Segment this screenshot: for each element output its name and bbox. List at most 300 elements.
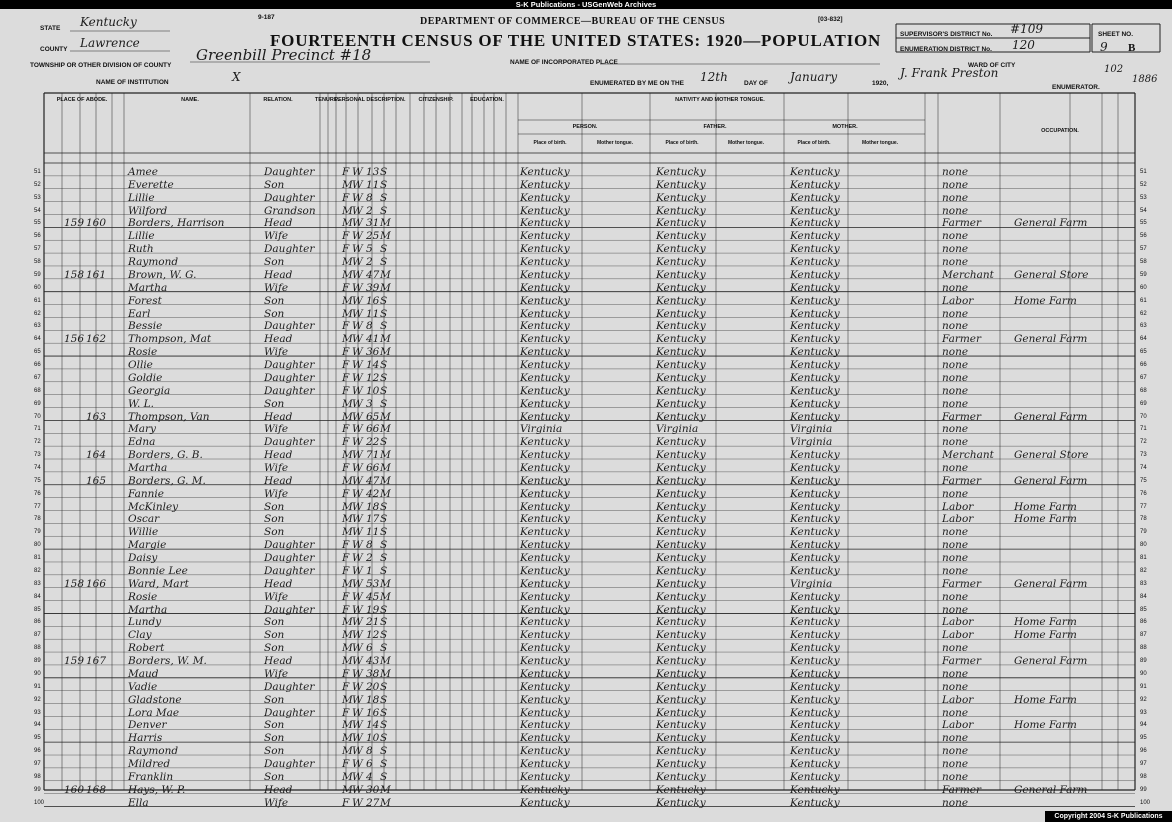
cell-father-birth: Kentucky <box>656 166 706 178</box>
cell-mother-birth: Kentucky <box>790 539 840 552</box>
cell-industry: Home Farm <box>1014 500 1077 513</box>
nativity-father: FATHER. <box>703 124 727 130</box>
line-number: 58 <box>34 259 41 266</box>
line-number-right: 71 <box>1140 426 1147 433</box>
cell-father-birth: Kentucky <box>656 346 706 359</box>
cell-name: Ella <box>128 796 149 809</box>
cell-age: 27 <box>366 796 380 809</box>
cell-race: W <box>352 268 363 281</box>
line-number: 76 <box>34 490 41 497</box>
cell-marital: M <box>380 230 391 243</box>
cell-name: Franklin <box>128 770 174 783</box>
enumerator-label: ENUMERATOR. <box>1052 84 1100 91</box>
form-number: 9-187 <box>258 14 275 21</box>
cell-mother-birth: Kentucky <box>790 204 840 217</box>
cell-sex: F <box>342 423 350 436</box>
cell-age: 30 <box>366 783 380 796</box>
cell-mother-birth: Kentucky <box>790 320 840 333</box>
cell-marital: S <box>380 500 388 513</box>
cell-age: 2 <box>366 256 373 269</box>
line-number-right: 91 <box>1140 683 1147 690</box>
cell-sex: F <box>342 564 350 577</box>
line-number-right: 86 <box>1140 619 1147 626</box>
cell-father-birth: Kentucky <box>656 655 706 668</box>
cell-birth: Virginia <box>520 423 563 436</box>
cell-race: W <box>352 642 363 655</box>
line-number: 80 <box>34 542 41 549</box>
cell-occupation: none <box>942 732 969 745</box>
cell-birth: Kentucky <box>520 745 570 758</box>
cell-occupation: none <box>942 320 969 333</box>
cell-mother-birth: Kentucky <box>790 513 840 526</box>
cell-relation: Head <box>264 410 293 423</box>
cell-sex: M <box>342 307 353 320</box>
cell-relation: Head <box>264 783 293 796</box>
cell-occupation: none <box>942 770 969 783</box>
cell-relation: Daughter <box>264 371 315 384</box>
cell-family: 161 <box>86 268 107 281</box>
line-number: 51 <box>34 169 41 175</box>
cell-birth: Kentucky <box>520 230 570 243</box>
cell-marital: M <box>380 346 391 359</box>
cell-occupation: none <box>942 745 969 758</box>
cell-name: Clay <box>128 629 152 642</box>
cell-relation: Head <box>264 217 293 230</box>
cell-family: 164 <box>86 449 107 462</box>
cell-relation: Son <box>264 745 285 758</box>
cell-marital: S <box>380 603 388 616</box>
cell-race: W <box>352 564 363 577</box>
cell-birth: Kentucky <box>520 384 570 397</box>
cell-age: 4 <box>366 770 373 783</box>
cell-mother-birth: Kentucky <box>790 693 840 706</box>
cell-name: Ruth <box>128 243 154 256</box>
cell-birth: Kentucky <box>520 281 570 294</box>
cell-birth: Kentucky <box>520 680 570 693</box>
cell-family: 167 <box>86 655 107 668</box>
line-number: 91 <box>34 683 41 690</box>
cell-mother-birth: Virginia <box>790 423 833 436</box>
institution-value: X <box>232 70 241 84</box>
enum-district-label: ENUMERATION DISTRICT No. <box>900 46 992 53</box>
cell-race: W <box>352 307 363 320</box>
cell-age: 36 <box>366 346 380 359</box>
cell-family: 165 <box>86 474 107 487</box>
cell-sex: M <box>342 577 353 590</box>
cell-father-birth: Kentucky <box>656 629 706 642</box>
cell-occupation: none <box>942 706 969 719</box>
line-number-right: 52 <box>1140 181 1147 188</box>
cell-father-birth: Kentucky <box>656 307 706 320</box>
cell-sex: M <box>342 629 353 642</box>
line-number-right: 61 <box>1140 297 1147 304</box>
group-citizenship: CITIZENSHIP. <box>418 97 454 103</box>
cell-father-birth: Kentucky <box>656 796 706 809</box>
group-personal: PERSONAL DESCRIPTION. <box>334 97 406 103</box>
cell-mother-birth: Kentucky <box>790 166 840 178</box>
cell-marital: M <box>380 590 391 603</box>
line-number: 69 <box>34 400 41 407</box>
line-number-right: 55 <box>1140 220 1147 227</box>
cell-father-birth: Kentucky <box>656 770 706 783</box>
cell-birth: Kentucky <box>520 719 570 732</box>
cell-father-birth: Kentucky <box>656 449 706 462</box>
line-number-right: 51 <box>1140 169 1147 175</box>
line-number: 90 <box>34 670 41 677</box>
line-number: 66 <box>34 362 41 369</box>
cell-occupation: none <box>942 680 969 693</box>
cell-birth: Kentucky <box>520 294 570 307</box>
cell-relation: Daughter <box>264 564 315 577</box>
cell-occupation: Farmer <box>942 577 982 590</box>
cell-father-birth: Kentucky <box>656 333 706 346</box>
cell-occupation: none <box>942 346 969 359</box>
person-tongue-col: Mother tongue. <box>596 140 634 146</box>
cell-sex: M <box>342 397 353 410</box>
cell-sex: F <box>342 166 350 178</box>
cell-occupation: none <box>942 307 969 320</box>
cell-occupation: none <box>942 423 969 436</box>
line-number: 56 <box>34 233 41 240</box>
cell-relation: Son <box>264 629 285 642</box>
cell-name: Robert <box>128 642 165 655</box>
cell-sex: F <box>342 706 350 719</box>
cell-name: Goldie <box>128 371 163 384</box>
sheet-value: 9 <box>1100 40 1108 54</box>
cell-father-birth: Kentucky <box>656 667 706 680</box>
department-title: DEPARTMENT OF COMMERCE—BUREAU OF THE CENSUS <box>420 16 726 27</box>
line-number-right: 84 <box>1140 593 1147 600</box>
cell-race: W <box>352 745 363 758</box>
cell-father-birth: Kentucky <box>656 758 706 771</box>
line-number: 83 <box>34 580 41 587</box>
cell-relation: Daughter <box>264 166 315 178</box>
cell-marital: M <box>380 281 391 294</box>
line-number: 57 <box>34 246 41 253</box>
cell-mother-birth: Kentucky <box>790 526 840 539</box>
line-number-right: 75 <box>1140 477 1147 484</box>
cell-race: W <box>352 281 363 294</box>
cell-marital: S <box>380 758 388 771</box>
cell-race: W <box>352 616 363 629</box>
cell-mother-birth: Kentucky <box>790 307 840 320</box>
cell-father-birth: Kentucky <box>656 436 706 449</box>
township-label: TOWNSHIP OR OTHER DIVISION OF COUNTY <box>30 62 172 69</box>
cell-marital: S <box>380 564 388 577</box>
cell-father-birth: Kentucky <box>656 732 706 745</box>
cell-race: W <box>352 359 363 372</box>
line-number-right: 53 <box>1140 194 1147 201</box>
group-name: NAME. <box>181 97 199 103</box>
cell-father-birth: Kentucky <box>656 204 706 217</box>
line-number-right: 92 <box>1140 696 1147 703</box>
cell-age: 53 <box>366 577 380 590</box>
cell-age: 66 <box>366 423 380 436</box>
cell-father-birth: Kentucky <box>656 706 706 719</box>
cell-mother-birth: Kentucky <box>790 371 840 384</box>
cell-mother-birth: Kentucky <box>790 642 840 655</box>
cell-marital: M <box>380 449 391 462</box>
cell-industry: General Farm <box>1014 217 1088 230</box>
sheet-label: SHEET NO. <box>1098 31 1134 38</box>
cell-marital: S <box>380 770 388 783</box>
cell-dwelling: 159 <box>64 217 85 230</box>
cell-occupation: none <box>942 204 969 217</box>
cell-race: W <box>352 436 363 449</box>
cell-name: Margie <box>128 539 167 552</box>
line-number: 59 <box>34 271 41 278</box>
cell-age: 8 <box>366 320 373 333</box>
cell-sex: F <box>342 371 350 384</box>
line-number-right: 90 <box>1140 670 1147 677</box>
cell-occupation: none <box>942 526 969 539</box>
cell-relation: Son <box>264 719 285 732</box>
cell-sex: F <box>342 191 350 204</box>
cell-sex: M <box>342 616 353 629</box>
cell-occupation: none <box>942 178 969 191</box>
cell-occupation: none <box>942 796 969 809</box>
father-birth-col: Place of birth. <box>665 140 699 146</box>
cell-name: Mildred <box>128 758 171 771</box>
cell-sex: M <box>342 745 353 758</box>
cell-mother-birth: Kentucky <box>790 410 840 423</box>
cell-father-birth: Kentucky <box>656 178 706 191</box>
cell-race: W <box>352 294 363 307</box>
cell-father-birth: Kentucky <box>656 719 706 732</box>
cell-sex: F <box>342 359 350 372</box>
line-number-right: 100 <box>1140 799 1151 806</box>
cell-marital: S <box>380 616 388 629</box>
cell-race: W <box>352 693 363 706</box>
cell-occupation: none <box>942 487 969 500</box>
cell-sex: M <box>342 770 353 783</box>
cell-industry: Home Farm <box>1014 629 1077 642</box>
cell-birth: Kentucky <box>520 410 570 423</box>
cell-mother-birth: Kentucky <box>790 178 840 191</box>
cell-age: 3 <box>366 397 373 410</box>
cell-mother-birth: Kentucky <box>790 590 840 603</box>
cell-marital: S <box>380 552 388 565</box>
cell-industry: General Farm <box>1014 577 1088 590</box>
cell-birth: Kentucky <box>520 462 570 474</box>
cell-sex: F <box>342 590 350 603</box>
cell-mother-birth: Kentucky <box>790 243 840 256</box>
cell-birth: Kentucky <box>520 783 570 796</box>
cell-relation: Wife <box>264 230 289 243</box>
cell-father-birth: Kentucky <box>656 552 706 565</box>
cell-sex: M <box>342 204 353 217</box>
cell-occupation: Farmer <box>942 655 982 668</box>
cell-age: 11 <box>366 526 380 539</box>
cell-family: 162 <box>86 333 107 346</box>
line-number: 72 <box>34 439 41 446</box>
cell-father-birth: Virginia <box>656 423 699 436</box>
cell-age: 2 <box>366 552 373 565</box>
cell-name: Amee <box>128 166 158 178</box>
cell-age: 25 <box>366 230 380 243</box>
cell-mother-birth: Kentucky <box>790 217 840 230</box>
cell-industry: General Store <box>1014 268 1089 281</box>
cell-age: 39 <box>366 281 380 294</box>
cell-name: Raymond <box>128 256 179 269</box>
institution-label: NAME OF INSTITUTION <box>96 79 169 86</box>
group-relation: RELATION. <box>263 97 293 103</box>
group-place-of-abode: PLACE OF ABODE. <box>56 97 108 103</box>
line-number: 94 <box>34 722 41 729</box>
cell-sex: M <box>342 783 353 796</box>
cell-marital: S <box>380 320 388 333</box>
cell-sex: M <box>342 178 353 191</box>
cell-industry: General Farm <box>1014 333 1088 346</box>
cell-occupation: none <box>942 243 969 256</box>
enumerated-label: ENUMERATED BY ME ON THE <box>590 80 685 87</box>
line-number-right: 69 <box>1140 400 1147 407</box>
cell-relation: Son <box>264 178 285 191</box>
cell-marital: M <box>380 655 391 668</box>
cell-relation: Wife <box>264 796 289 809</box>
cell-birth: Kentucky <box>520 487 570 500</box>
cell-relation: Grandson <box>264 204 316 217</box>
cell-marital: S <box>380 642 388 655</box>
cell-birth: Kentucky <box>520 217 570 230</box>
cell-age: 10 <box>366 384 380 397</box>
enumerator-value: J. Frank Preston <box>900 66 999 80</box>
line-number: 61 <box>34 297 41 304</box>
cell-relation: Daughter <box>264 706 315 719</box>
corner-note-2: 1886 <box>1132 74 1158 85</box>
cell-age: 71 <box>366 449 380 462</box>
cell-sex: M <box>342 449 353 462</box>
cell-sex: M <box>342 719 353 732</box>
cell-name: McKinley <box>128 500 179 513</box>
line-number-right: 85 <box>1140 606 1147 613</box>
cell-industry: General Farm <box>1014 410 1088 423</box>
cell-age: 18 <box>366 693 380 706</box>
cell-marital: S <box>380 526 388 539</box>
cell-occupation: Farmer <box>942 217 982 230</box>
cell-sex: M <box>342 410 353 423</box>
cell-mother-birth: Virginia <box>790 577 833 590</box>
cell-industry: Home Farm <box>1014 693 1077 706</box>
cell-race: W <box>352 410 363 423</box>
line-number: 92 <box>34 696 41 703</box>
cell-name: Martha <box>128 603 168 616</box>
line-number-right: 73 <box>1140 452 1147 459</box>
cell-mother-birth: Kentucky <box>790 384 840 397</box>
cell-birth: Kentucky <box>520 667 570 680</box>
line-number: 68 <box>34 387 41 394</box>
line-number: 71 <box>34 426 41 433</box>
cell-relation: Wife <box>264 281 289 294</box>
cell-birth: Kentucky <box>520 526 570 539</box>
cell-father-birth: Kentucky <box>656 474 706 487</box>
cell-relation: Daughter <box>264 552 315 565</box>
cell-marital: S <box>380 436 388 449</box>
cell-occupation: none <box>942 539 969 552</box>
cell-race: W <box>352 346 363 359</box>
cell-father-birth: Kentucky <box>656 616 706 629</box>
cell-marital: S <box>380 513 388 526</box>
cell-father-birth: Kentucky <box>656 191 706 204</box>
cell-sex: M <box>342 693 353 706</box>
cell-sex: F <box>342 281 350 294</box>
cell-mother-birth: Kentucky <box>790 745 840 758</box>
line-number-right: 87 <box>1140 632 1147 639</box>
cell-occupation: none <box>942 359 969 372</box>
cell-relation: Son <box>264 732 285 745</box>
line-number-right: 60 <box>1140 284 1147 291</box>
cell-marital: M <box>380 474 391 487</box>
county-value: Lawrence <box>80 36 140 50</box>
cell-marital: S <box>380 166 388 178</box>
cell-industry: General Store <box>1014 449 1089 462</box>
line-number: 87 <box>34 632 41 639</box>
line-number: 64 <box>34 336 41 343</box>
cell-mother-birth: Kentucky <box>790 397 840 410</box>
cell-marital: S <box>380 371 388 384</box>
cell-age: 8 <box>366 745 373 758</box>
cell-age: 47 <box>366 268 380 281</box>
cell-age: 42 <box>366 487 380 500</box>
father-tongue-col: Mother tongue. <box>727 140 765 146</box>
cell-relation: Wife <box>264 667 289 680</box>
cell-birth: Kentucky <box>520 449 570 462</box>
sheet-letter: B <box>1128 42 1136 54</box>
cell-age: 14 <box>366 359 380 372</box>
cell-name: Mary <box>128 423 156 436</box>
cell-dwelling: 159 <box>64 655 85 668</box>
line-number: 77 <box>34 503 41 510</box>
cell-race: W <box>352 655 363 668</box>
cell-age: 20 <box>366 680 380 693</box>
cell-relation: Son <box>264 294 285 307</box>
cell-father-birth: Kentucky <box>656 745 706 758</box>
cell-age: 1 <box>366 564 373 577</box>
cell-relation: Wife <box>264 346 289 359</box>
cell-marital: S <box>380 178 388 191</box>
cell-name: Thompson, Van <box>128 410 210 423</box>
line-number-right: 77 <box>1140 503 1147 510</box>
cell-birth: Kentucky <box>520 616 570 629</box>
cell-mother-birth: Kentucky <box>790 564 840 577</box>
cell-sex: F <box>342 603 350 616</box>
cell-race: W <box>352 629 363 642</box>
line-number-right: 89 <box>1140 658 1147 665</box>
cell-marital: S <box>380 204 388 217</box>
cell-sex: F <box>342 436 350 449</box>
day-of-label: DAY OF <box>744 80 768 87</box>
cell-race: W <box>352 423 363 436</box>
cell-relation: Head <box>264 268 293 281</box>
line-number-right: 54 <box>1140 207 1147 214</box>
cell-name: Forest <box>128 294 162 307</box>
cell-race: W <box>352 371 363 384</box>
line-number: 79 <box>34 529 41 536</box>
cell-father-birth: Kentucky <box>656 294 706 307</box>
cell-sex: F <box>342 243 350 256</box>
cell-birth: Kentucky <box>520 539 570 552</box>
cell-industry: Home Farm <box>1014 294 1077 307</box>
cell-name: W. L. <box>128 397 154 410</box>
line-number-right: 79 <box>1140 529 1147 536</box>
cell-sex: M <box>342 655 353 668</box>
line-number: 62 <box>34 310 41 317</box>
cell-sex: M <box>342 294 353 307</box>
group-tenure: TENURE. <box>314 97 340 103</box>
cell-relation: Wife <box>264 590 289 603</box>
cell-occupation: none <box>942 371 969 384</box>
cell-name: Martha <box>128 281 168 294</box>
